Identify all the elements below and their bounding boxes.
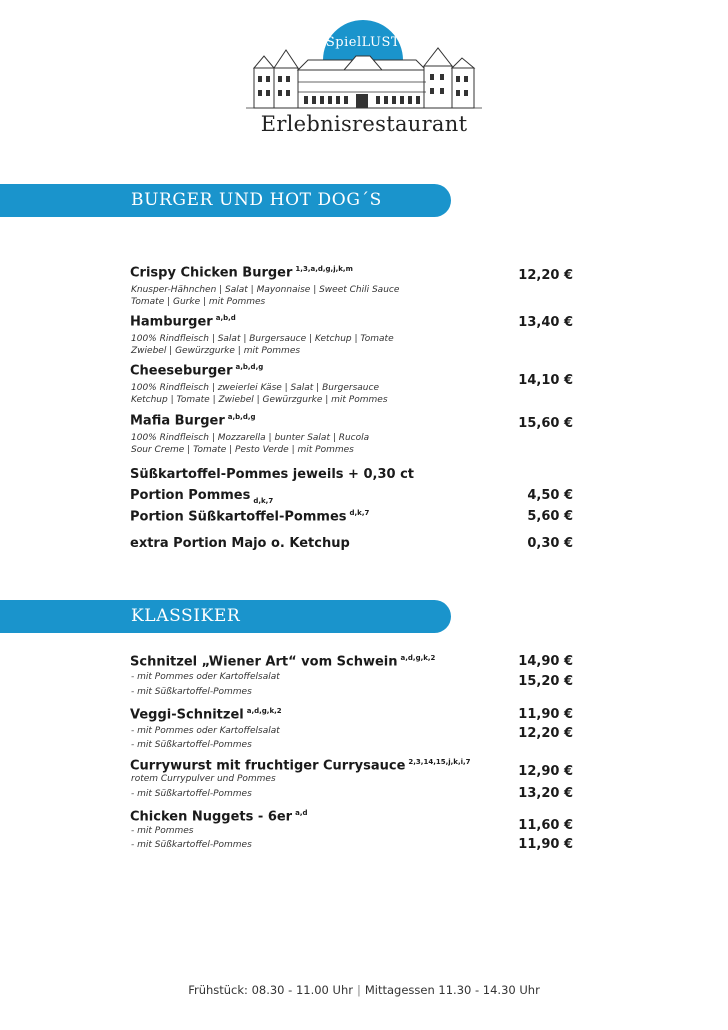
menu-item-name: Hamburger $^{a,b,d}$ (130, 314, 236, 330)
footer-separator: | (356, 983, 361, 997)
menu-item-name: Veggi-Schnitzel $^{a,d,g,k,2}$ (130, 707, 282, 723)
menu-item-price: 12,20 € (518, 726, 573, 741)
menu-item-name: Crispy Chicken Burger $^{1,3,a,d,g,j,k,m}$ (130, 265, 353, 281)
allergen-codes: a,b,d,g (227, 413, 256, 421)
allergen-codes: d,k,7 (349, 509, 370, 517)
allergen-codes: a,d,g,k,2 (400, 654, 436, 662)
menu-item-description: - mit Süßkartoffel-Pommes (131, 789, 252, 799)
menu-item-name: Currywurst mit fruchtiger Currysauce $^{2,3,14,15,j,k,i,7}$ (130, 758, 471, 774)
menu-item-price: 15,20 € (518, 674, 573, 689)
menu-item-description: Zwiebel | Gewürzgurke | mit Pommes (131, 346, 301, 356)
allergen-codes: a,b,d (215, 314, 236, 322)
menu-item-name: Mafia Burger $^{a,b,d,g}$ (130, 413, 256, 429)
menu-item-price: 15,60 € (518, 416, 573, 431)
menu-item-description: - mit Süßkartoffel-Pommes (131, 740, 252, 750)
menu-item-description: 100% Rindfleisch | Mozzarella | bunter Salat | Rucola (131, 433, 370, 443)
logo-subtitle: Erlebnisrestaurant (260, 112, 468, 136)
section-banner-klassiker (0, 600, 451, 633)
menu-item-description: Sour Creme | Tomate | Pesto Verde | mit Pommes (131, 445, 354, 455)
section-banner-burger (0, 184, 451, 217)
menu-item-price: 11,60 € (518, 818, 573, 833)
menu-item-price: 4,50 € (527, 488, 573, 503)
menu-item-name: Portion Süßkartoffel-Pommes $^{d,k,7}$ (130, 509, 370, 525)
menu-item-name: Schnitzel „Wiener Art“ vom Schwein $^{a,d,g,k,2}$ (130, 654, 436, 670)
menu-item-price: 11,90 € (518, 707, 573, 722)
menu-item-description: rotem Currypulver und Pommes (131, 774, 276, 784)
menu-item-description: 100% Rindfleisch | zweierlei Käse | Salat | Burgersauce (131, 383, 379, 393)
menu-item-description: - mit Süßkartoffel-Pommes (131, 840, 252, 850)
menu-item-price: 14,90 € (518, 654, 573, 669)
allergen-codes: 2,3,14,15,j,k,i,7 (408, 758, 471, 766)
allergen-codes: a,b,d,g (235, 363, 264, 371)
menu-item-name: Chicken Nuggets - 6er $^{a,d}$ (130, 809, 308, 825)
menu-item-description: - mit Pommes oder Kartoffelsalat (131, 726, 280, 736)
logo-brand-name: SpielLUST (325, 35, 401, 50)
section-title: BURGER UND HOT DOG´S (131, 190, 382, 210)
menu-item-price: 11,90 € (518, 837, 573, 852)
menu-item-price: 13,20 € (518, 786, 573, 801)
menu-item-description: Knusper-Hähnchen | Salat | Mayonnaise | Sweet Chili Sauce (131, 285, 400, 295)
menu-item-description: Ketchup | Tomate | Zwiebel | Gewürzgurke | mit Pommes (131, 395, 388, 405)
allergen-codes: 1,3,a,d,g,j,k,m (295, 265, 353, 273)
menu-item-price: 0,30 € (527, 536, 573, 551)
section-title: KLASSIKER (131, 606, 241, 626)
opening-hours-footer (0, 983, 728, 997)
breakfast-hours: Frühstück: 08.30 - 11.00 Uhr (188, 983, 353, 997)
menu-item-name: extra Portion Majo o. Ketchup (130, 536, 350, 551)
menu-note: Süßkartoffel-Pommes jeweils + 0,30 ct (130, 467, 414, 482)
menu-item-name: Portion Pommes $^{d,k,7}$ (130, 488, 274, 505)
lunch-hours: Mittagessen 11.30 - 14.30 Uhr (364, 983, 540, 997)
menu-item-price: 5,60 € (527, 509, 573, 524)
menu-item-price: 12,90 € (518, 764, 573, 779)
allergen-codes: a,d (295, 809, 308, 817)
allergen-codes: a,d,g,k,2 (246, 707, 282, 715)
menu-item-description: - mit Pommes (131, 826, 194, 836)
menu-item-price: 14,10 € (518, 373, 573, 388)
menu-item-description: Tomate | Gurke | mit Pommes (131, 297, 266, 307)
menu-item-description: - mit Süßkartoffel-Pommes (131, 687, 252, 697)
menu-item-description: 100% Rindfleisch | Salat | Burgersauce | Ketchup | Tomate (131, 334, 394, 344)
restaurant-logo (246, 20, 482, 140)
menu-item-description: - mit Pommes oder Kartoffelsalat (131, 672, 280, 682)
allergen-codes: d,k,7 (253, 496, 274, 505)
menu-item-price: 13,40 € (518, 315, 573, 330)
menu-item-name: Cheeseburger $^{a,b,d,g}$ (130, 363, 264, 379)
menu-item-price: 12,20 € (518, 268, 573, 283)
